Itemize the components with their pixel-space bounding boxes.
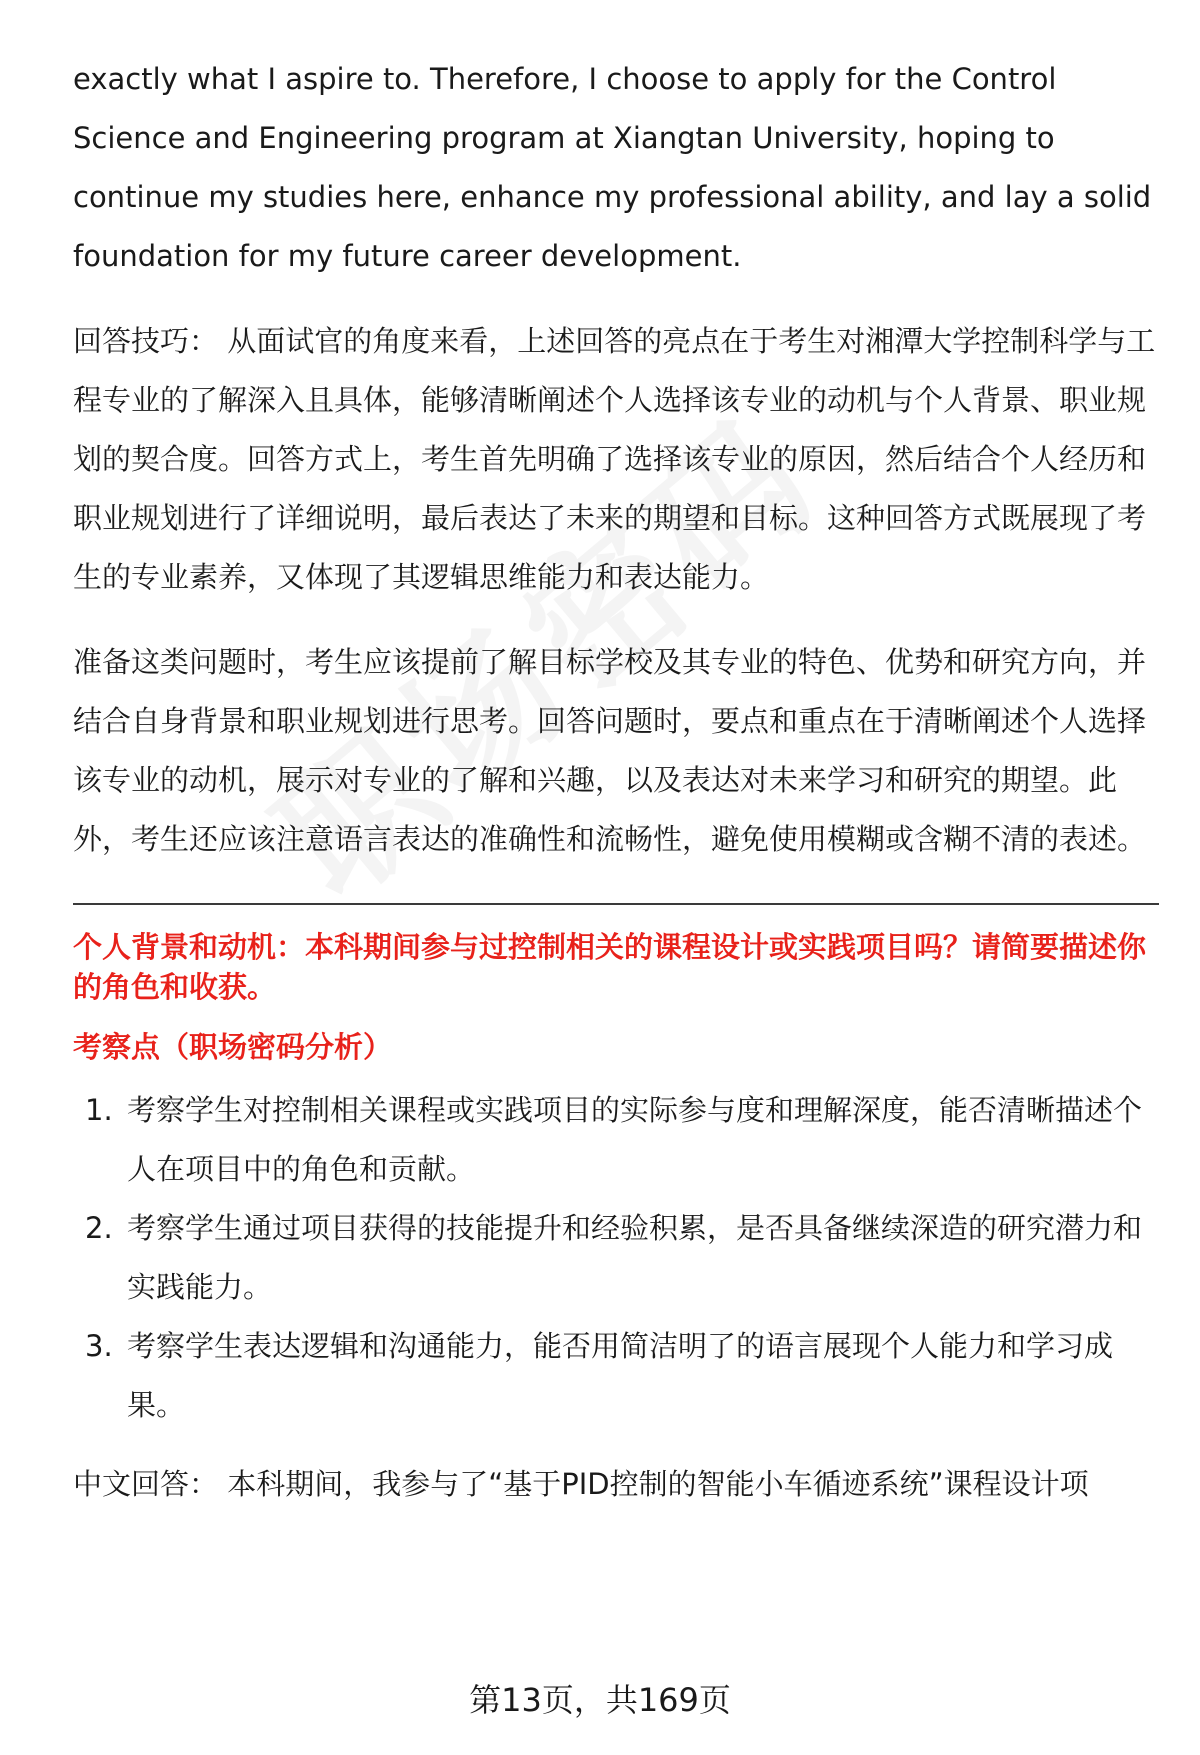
list-number: 2. [85,1211,113,1245]
section-divider [73,903,1159,905]
list-item [73,1199,1159,1317]
list-number: 1. [85,1093,113,1127]
intro-paragraph: exactly what I aspire to. Therefore, I choose to apply for the Control Science and Engineering program at Xiangtan University, hoping to continue my studies here, enhance my professional ability, and lay a solid foundation for my future career development. [73,62,1152,273]
question-title: 个人背景和动机：本科期间参与过控制相关的课程设计或实践项目吗？请简要描述你的角色和收获。 [73,930,1147,1004]
list-item-text: 考察学生对控制相关课程或实践项目的实际参与度和理解深度，能否清晰描述个人在项目中的角色和贡献。 [127,1093,1143,1186]
list-item [73,1317,1159,1435]
focus-list [73,1081,1159,1435]
list-number: 3. [85,1329,113,1363]
document-page [73,50,1159,1514]
list-item-text: 考察学生表达逻辑和沟通能力，能否用简洁明了的语言展现个人能力和学习成果。 [127,1329,1114,1422]
prep-paragraph: 准备这类问题时，考生应该提前了解目标学校及其专业的特色、优势和研究方向，并结合自身背景和职业规划进行思考。回答问题时，要点和重点在于清晰阐述个人选择该专业的动机，展示对专业的了解和兴趣，以及表达对未来学习和研究的期望。此外，考生还应该注意语言表达的准确性和流畅性，避免使用模糊或含糊不清的表述。 [73,645,1147,856]
chinese-answer: 中文回答： 本科期间，我参与了“基于PID控制的智能小车循迹系统”课程设计项 [73,1467,1089,1501]
tips-paragraph: 回答技巧： 从面试官的角度来看，上述回答的亮点在于考生对湘潭大学控制科学与工程专业的了解深入且具体，能够清晰阐述个人选择该专业的动机与个人背景、职业规划的契合度。回答方式上，考生首先明确了选择该专业的原因，然后结合个人经历和职业规划进行了详细说明，最后表达了未来的期望和目标。这种回答方式既展现了考生的专业素养，又体现了其逻辑思维能力和表达能力。 [73,324,1156,594]
list-item-text: 考察学生通过项目获得的技能提升和经验积累，是否具备继续深造的研究潜力和实践能力。 [127,1211,1143,1304]
list-item [73,1081,1159,1199]
page-footer: 第13页，共169页 [469,1681,731,1719]
focus-heading: 考察点（职场密码分析） [73,1030,393,1064]
